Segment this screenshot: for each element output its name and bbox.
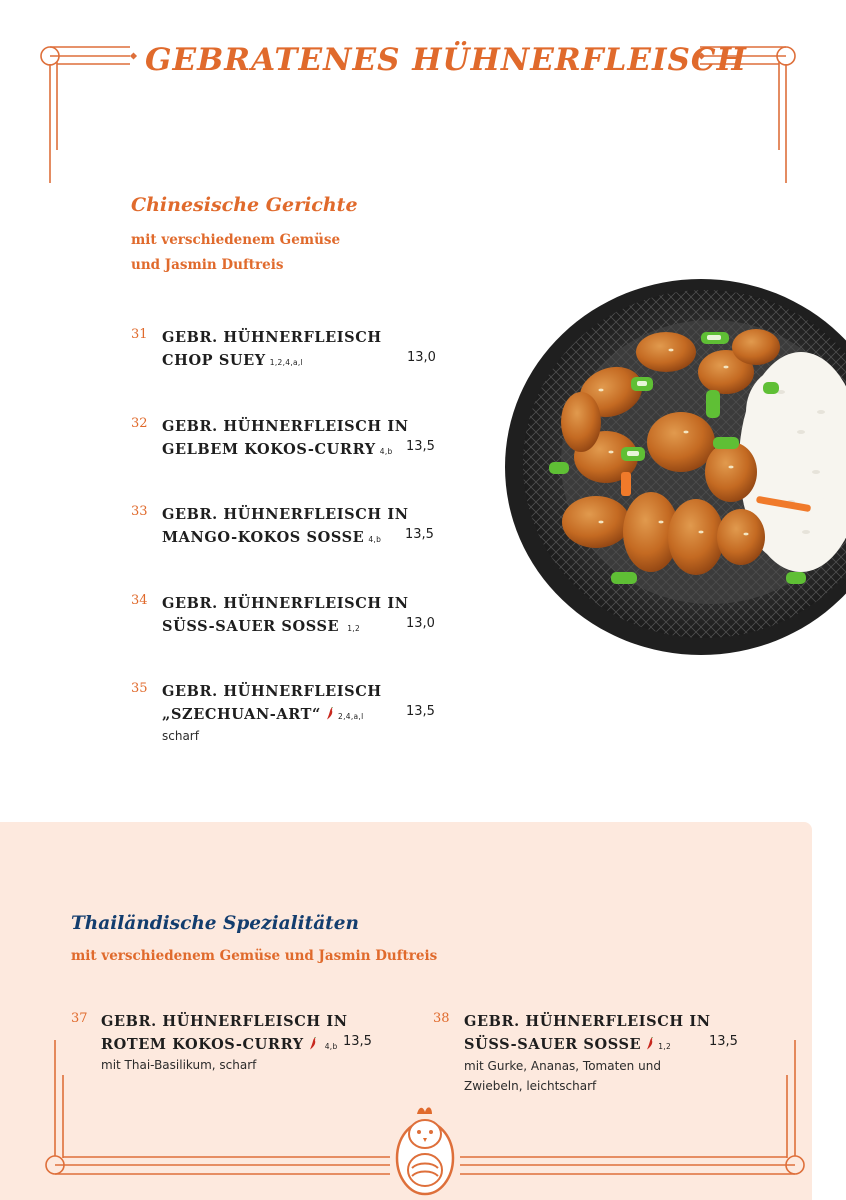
rooster-mascot-icon <box>390 1100 460 1200</box>
allergen-codes: 4,b <box>368 535 382 544</box>
dish-name-line: GEBR. HÜHNERFLEISCH <box>162 329 382 346</box>
section-title-chinese: Chinesische Gerichte <box>131 194 358 216</box>
subtitle-line: und Jasmin Duftreis <box>131 257 284 273</box>
dish-name <box>162 680 442 728</box>
dish-name-line: GEBR. HÜHNERFLEISCH IN <box>162 506 409 523</box>
dish-name-line: MANGO-KOKOS SOSSE <box>162 529 365 546</box>
dish-name-line: GEBR. HÜHNERFLEISCH IN <box>101 1013 348 1030</box>
dish-price: 13,5 <box>406 439 435 454</box>
dish-number: 32 <box>131 416 148 431</box>
allergen-codes: 1,2 <box>347 624 361 633</box>
allergen-codes: 1,2 <box>658 1042 672 1051</box>
dish-name-line: GEBR. HÜHNERFLEISCH IN <box>162 595 409 612</box>
dish-number: 31 <box>131 327 148 342</box>
dish-name <box>162 592 442 640</box>
section-title-thai: Thailändische Spezialitäten <box>71 913 359 934</box>
header-frame-ornament <box>0 0 846 200</box>
dish-name <box>162 503 442 551</box>
dish-name-line: „SZECHUAN-ART“ <box>162 706 321 723</box>
dish-description: mit Gurke, Ananas, Tomaten und Zwiebeln, leichtscharf <box>464 1059 661 1093</box>
dish-price: 13,0 <box>406 616 435 631</box>
dish-name <box>162 415 442 463</box>
dish-price: 13,0 <box>407 350 436 365</box>
dish-name-line: CHOP SUEY <box>162 352 266 369</box>
dish-price: 13,5 <box>343 1034 372 1049</box>
page-title: GEBRATENES HÜHNERFLEISCH <box>145 42 747 78</box>
dish-number: 38 <box>433 1011 450 1026</box>
dish-description: mit Thai-Basilikum, scharf <box>101 1058 257 1072</box>
dish-number: 34 <box>131 593 148 608</box>
allergen-codes: 4,b <box>379 447 393 456</box>
dish-name-line: GEBR. HÜHNERFLEISCH IN <box>464 1013 711 1030</box>
dish-price: 13,5 <box>406 704 435 719</box>
dish-price: 13,5 <box>405 527 434 542</box>
subtitle-line: mit verschiedenem Gemüse <box>131 232 341 248</box>
dish-name-line: GELBEM KOKOS-CURRY <box>162 441 376 458</box>
dish-name-line: GEBR. HÜHNERFLEISCH IN <box>162 418 409 435</box>
allergen-codes: 1,2,4,a,l <box>269 358 303 367</box>
dish-number: 35 <box>131 681 148 696</box>
dish-description: scharf <box>162 729 199 743</box>
dish-name-line: SÜSS-SAUER SOSSE <box>162 618 340 635</box>
dish-price: 13,5 <box>709 1034 738 1049</box>
section-subtitle-chinese <box>131 228 431 278</box>
dish-name <box>162 326 442 374</box>
allergen-codes: 2,4,a,l <box>338 712 364 721</box>
dish-name-line: ROTEM KOKOS-CURRY <box>101 1036 304 1053</box>
chicken-rice-bowl-photo <box>501 272 846 656</box>
dish-number: 37 <box>71 1011 88 1026</box>
dish-name-line: SÜSS-SAUER SOSSE <box>464 1036 642 1053</box>
chili-pepper-icon <box>326 707 334 720</box>
dish-name-line: GEBR. HÜHNERFLEISCH <box>162 683 382 700</box>
dish-number: 33 <box>131 504 148 519</box>
allergen-codes: 4,b <box>324 1042 338 1051</box>
section-subtitle-thai: mit verschiedenem Gemüse und Jasmin Duftreis <box>71 948 438 964</box>
